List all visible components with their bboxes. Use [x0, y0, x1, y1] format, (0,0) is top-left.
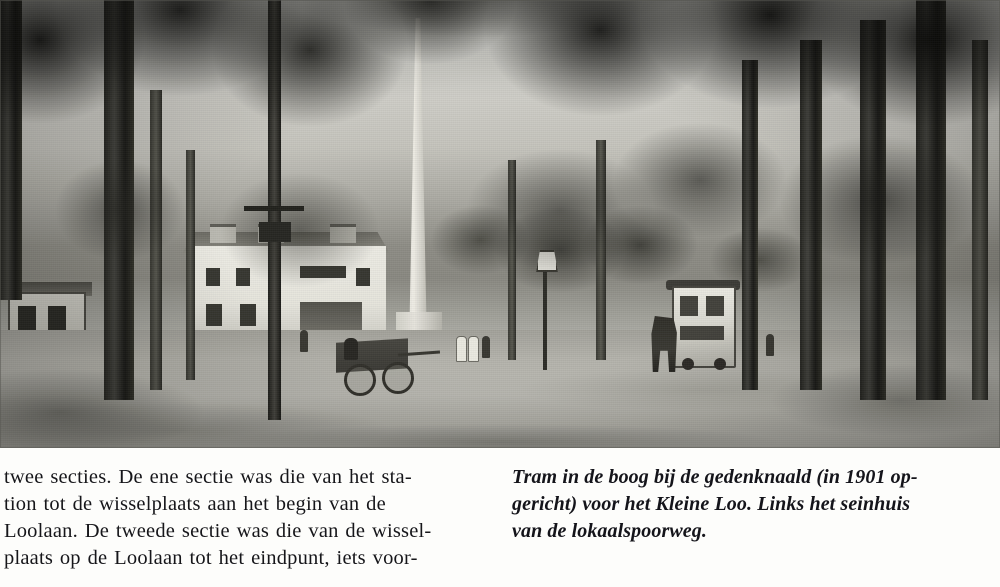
body-line: tion tot de wisselplaats aan het begin van de	[4, 493, 386, 515]
cart-wheel-right	[382, 362, 414, 394]
building-window-4	[206, 304, 222, 326]
seinhuis-window-right	[48, 306, 66, 332]
figure-4	[300, 330, 308, 352]
photo-caption	[512, 464, 996, 545]
figure-2	[468, 336, 479, 362]
building-window-5	[240, 304, 256, 326]
body-line: twee secties. De ene sectie was die van het sta-	[4, 466, 412, 488]
cart-driver	[344, 338, 358, 360]
cart-wheel-left	[344, 364, 376, 396]
left-text-column	[4, 464, 478, 572]
seinhuis-window-left	[18, 306, 36, 332]
figure-5	[766, 334, 774, 356]
tram-wheel-front	[682, 358, 694, 370]
tram-window-right	[706, 296, 724, 316]
figure-3	[482, 336, 490, 358]
text-block	[0, 448, 1000, 587]
tram-window-left	[680, 296, 698, 316]
figure-1	[456, 336, 467, 362]
caption-line: gericht) voor het Kleine Loo. Links het seinhuis	[512, 493, 911, 515]
caption-line: Tram in de boog bij de gedenknaald (in 1901 op-	[512, 466, 918, 488]
tree-canopy-lower	[0, 60, 1000, 290]
body-line: Loolaan. De tweede sectie was die van de wissel-	[4, 520, 432, 542]
tram-lower-panel	[680, 326, 724, 340]
caption-line: van de lokaalspoorweg.	[512, 520, 707, 542]
tram-wheel-rear	[714, 358, 726, 370]
body-line: plaats op de Loolaan tot het eindpunt, iets voor-	[4, 547, 418, 569]
